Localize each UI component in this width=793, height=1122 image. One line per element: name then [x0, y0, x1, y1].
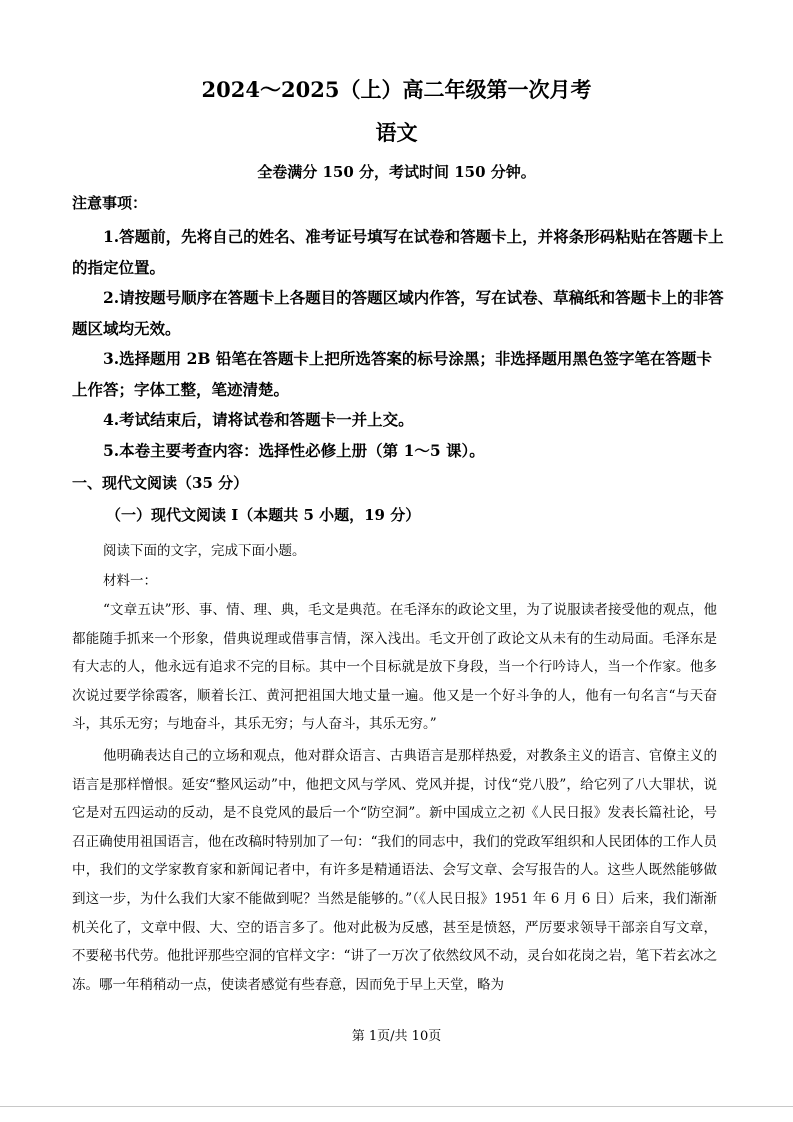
notes-list — [72, 222, 724, 466]
material-label: 材料一： — [103, 573, 157, 589]
note-item: 3.选择题用 2B 铅笔在答题卡上把所选答案的标号涂黑；非选择题用黑色签字笔在答题卡上作答；字体工整，笔迹清楚。 — [72, 349, 712, 399]
page-divider — [0, 1106, 793, 1107]
note-item: 4.考试结束后，请将试卷和答题卡一并上交。 — [103, 410, 414, 429]
note-item: 2.请按题号顺序在答题卡上各题目的答题区域内作答，写在试卷、草稿纸和答题卡上的非答题区域均无效。 — [72, 288, 724, 338]
note-item: 5.本卷主要考查内容：选择性必修上册（第 1～5 课）。 — [103, 440, 485, 460]
notes-heading: 注意事项： — [72, 194, 148, 212]
note-item: 1.答题前，先将自己的姓名、准考证号填写在试卷和答题卡上，并将条形码粘贴在答题卡上的指定位置。 — [72, 227, 724, 277]
exam-title: 2024～2025（上）高二年级第一次月考 — [201, 77, 592, 102]
page-number: 第 1页/共 10页 — [351, 1029, 442, 1044]
material-text — [72, 596, 717, 999]
section-heading: 一、现代文阅读（35 分） — [72, 474, 249, 492]
subject-title: 语文 — [375, 120, 418, 145]
reading-instruction: 阅读下面的文字，完成下面小题。 — [103, 543, 306, 559]
subsection-heading: （一）现代文阅读 I（本题共 5 小题，19 分） — [106, 506, 421, 524]
material-paragraph: 他明确表达自己的立场和观点，他对群众语言、古典语言是那样热爱，对教条主义的语言、官僚主义的语言是那样憎恨。延安“整风运动”中，他把文风与学风、党风并提，讨伐“党八股”，给它列了八大罪状，说它是对五四运动的反动，是不良党风的最后一个“防空洞”。新中国成立之初《人民日报》发表长篇社论，号召正确使用祖国语言，他在改稿时特别加了一句：“我们的同志中，我们的党政军组织和人民团体的工作人员中，我们的文学家教育家和新闻记者中，有许多是精通语法、会写文章、会写报告的人。这些人既然能够做到这一步，为什么我们大家不能做到呢？当然是能够的。”（《人民日报》1951 年 6 月 6 日）后来，我们渐渐机关化了，文章中假、大、空的语言多了。他对此极为反感，甚至是愤怒，严厉要求领导干部亲自写文章，不要秘书代劳。他批评那些空洞的官样文字：“讲了一万次了依然纹风不动，灵台如花岗之岩，笔下若玄冰之冻。哪一年稍稍动一点，使读者感觉有些春意，因而免于早上天堂，略为 — [72, 747, 717, 993]
material-paragraph: “文章五诀”形、事、情、理、典，毛文是典范。在毛泽东的政论文里，为了说服读者接受他的观点，他都能随手抓来一个形象，借典说理或借事言情，深入浅出。毛文开创了政论文从未有的生动局面。毛泽东是有大志的人，他永远有追求不完的目标。其中一个目标就是放下身段，当一个行吟诗人，当一个作家。他多次说过要学徐霞客，顺着长江、黄河把祖国大地丈量一遍。他又是一个好斗争的人，他有一句名言“与天奋斗，其乐无穷；与地奋斗，其乐无穷；与人奋斗，其乐无穷。” — [72, 602, 717, 733]
score-line: 全卷满分 150 分，考试时间 150 分钟。 — [257, 163, 536, 181]
